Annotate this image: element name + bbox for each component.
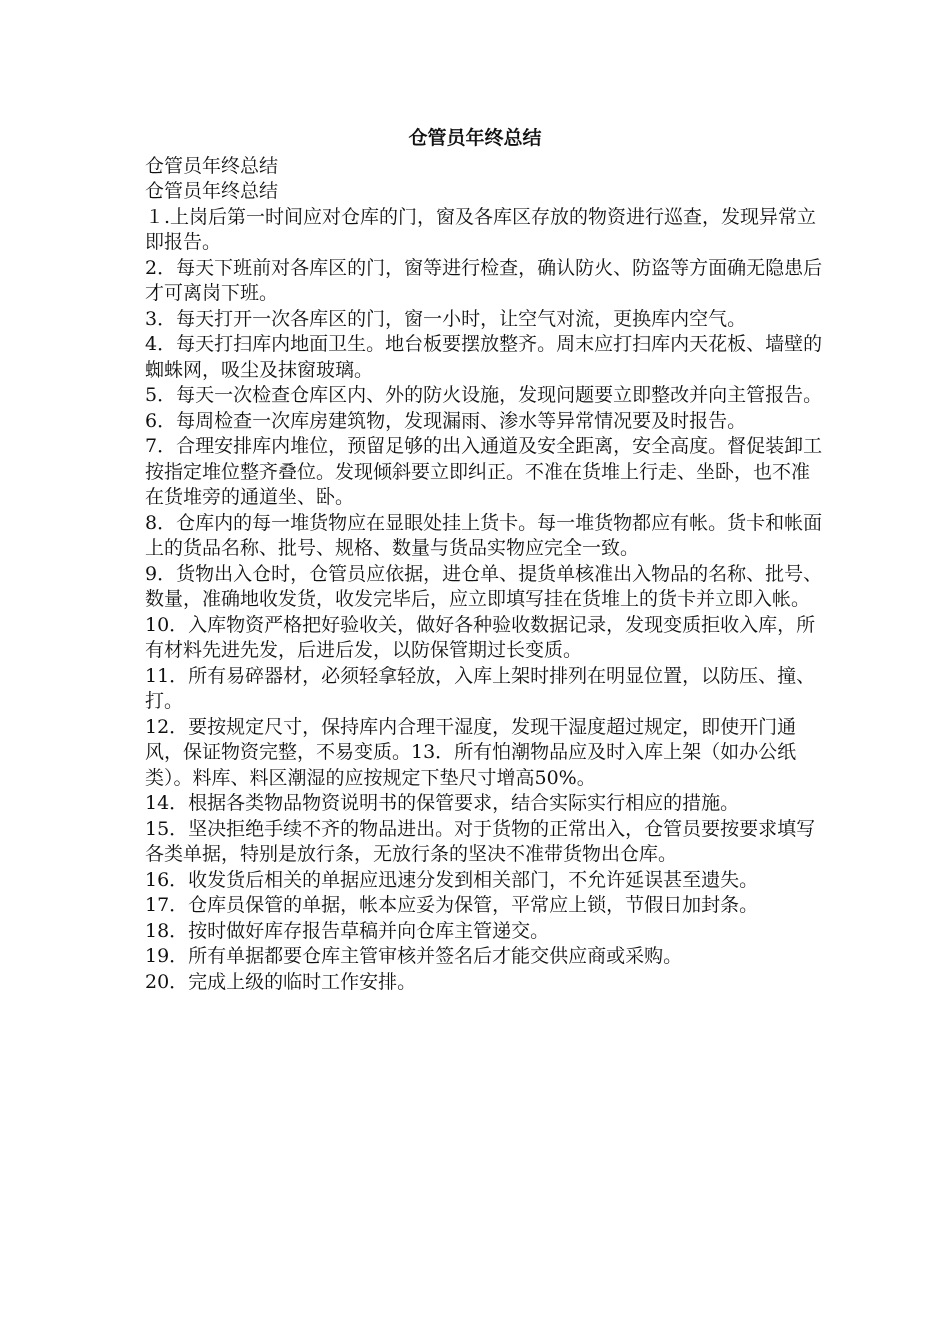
- list-item-1: １.上岗后第一时间应对仓库的门，窗及各库区存放的物资进行巡查，发现异常立即报告。: [145, 205, 817, 253]
- list-item-4: 4．每天打扫库内地面卫生。地台板要摆放整齐。周末应打扫库内天花板、墙壁的蜘蛛网，吸尘及抹窗玻璃。: [145, 333, 823, 381]
- list-item-16: 16．收发货后相关的单据应迅速分发到相关部门，不允许延误甚至遗失。: [145, 868, 759, 891]
- list-item-2: 2．每天下班前对各库区的门，窗等进行检查，确认防火、防盗等方面确无隐患后才可离岗下班。: [145, 256, 823, 304]
- subtitle-line-1: 仓管员年终总结: [145, 154, 279, 177]
- document-title: 仓管员年终总结: [408, 127, 542, 149]
- list-item-10: 10．入库物资严格把好验收关，做好各种验收数据记录，发现变质拒收入库，所有材料先进先发，后进后发，以防保管期过长变质。: [145, 613, 816, 661]
- list-item-5: 5．每天一次检查仓库区内、外的防火设施，发现问题要立即整改并向主管报告。: [145, 384, 823, 406]
- subtitle-line-2: 仓管员年终总结: [145, 180, 279, 202]
- list-item-3: 3．每天打开一次各库区的门，窗一小时，让空气对流，更换库内空气。: [145, 307, 747, 330]
- list-item-14: 14．根据各类物品物资说明书的保管要求，结合实际实行相应的措施。: [145, 792, 740, 814]
- list-item-18: 18．按时做好库存报告草稿并向仓库主管递交。: [145, 919, 550, 942]
- list-item-8: 8．仓库内的每一堆货物应在显眼处挂上货卡。每一堆货物都应有帐。货卡和帐面上的货品名称、批号、规格、数量与货品实物应完全一致。: [145, 511, 823, 559]
- list-item-7: 7．合理安排库内堆位，预留足够的出入通道及安全距离，安全高度。督促装卸工按指定堆位整齐叠位。发现倾斜要立即纠正。不准在货堆上行走、坐卧，也不准在货堆旁的通道坐、卧。: [145, 435, 823, 508]
- list-item-9: 9．货物出入仓时，仓管员应依据，进仓单、提货单核准出入物品的名称、批号、数量，准确地收发货，收发完毕后，应立即填写挂在货堆上的货卡并立即入帐。: [145, 562, 823, 610]
- list-item-12: 12．要按规定尺寸，保持库内合理干湿度，发现干湿度超过规定，即使开门通风，保证物资完整，不易变质。13．所有怕潮物品应及时入库上架（如办公纸类）。料库、料区潮湿的应按规定下垫尺寸增高50%。: [145, 715, 797, 789]
- list-item-11: 11．所有易碎器材，必须轻拿轻放，入库上架时排列在明显位置，以防压、撞、打。: [145, 664, 816, 712]
- document-body: [145, 126, 825, 995]
- list-item-20: 20．完成上级的临时工作安排。: [145, 970, 417, 993]
- list-item-19: 19．所有单据都要仓库主管审核并签名后才能交供应商或采购。: [145, 945, 683, 967]
- list-item-15: 15．坚决拒绝手续不齐的物品进出。对于货物的正常出入，仓管员要按要求填写各类单据，特别是放行条，无放行条的坚决不准带货物出仓库。: [145, 817, 816, 865]
- list-item-17: 17．仓库员保管的单据，帐本应妥为保管，平常应上锁，节假日加封条。: [145, 894, 759, 916]
- list-item-6: 6．每周检查一次库房建筑物，发现漏雨、渗水等异常情况要及时报告。: [145, 409, 747, 432]
